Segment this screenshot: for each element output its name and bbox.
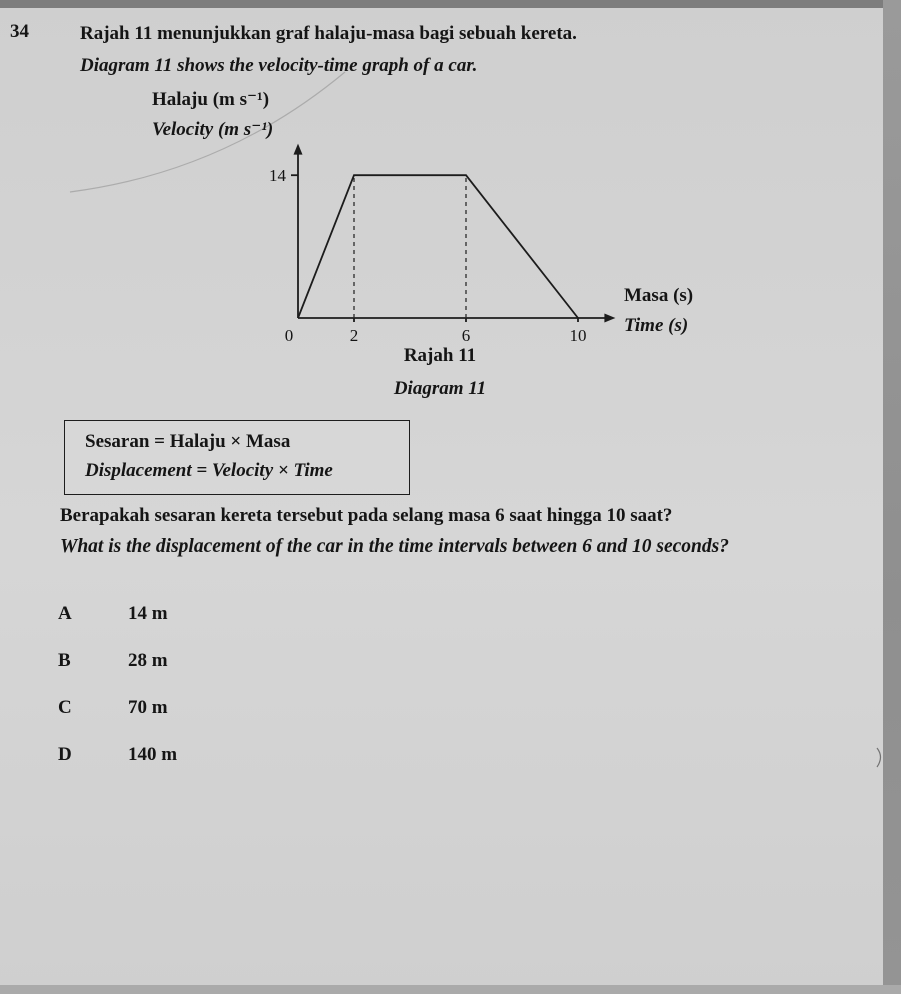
- option-b-value: 28 m: [128, 650, 168, 671]
- statement-malay: Rajah 11 menunjukkan graf halaju-masa bagi sebuah kereta.: [80, 23, 577, 44]
- svg-text:0: 0: [284, 326, 294, 345]
- svg-text:14: 14: [269, 166, 286, 186]
- scan-edge-top: [0, 0, 901, 8]
- option-c-value: 70 m: [128, 697, 168, 718]
- scan-edge-right: [883, 0, 901, 994]
- option-a-letter: A: [58, 603, 72, 624]
- question-english: What is the displacement of the car in the time intervals between 6 and 10 seconds?: [60, 536, 729, 557]
- svg-text:2: 2: [349, 326, 359, 345]
- statement-english: Diagram 11 shows the velocity-time graph of a car.: [80, 55, 478, 76]
- y-axis-label-english: Velocity (m s⁻¹): [152, 119, 274, 140]
- graph-captions: [330, 344, 550, 401]
- x-axis-label-english: Time (s): [624, 315, 689, 336]
- option-d-value: 140 m: [128, 744, 178, 765]
- scan-edge-bottom: [0, 985, 901, 994]
- formula-box: [64, 420, 410, 495]
- option-d-letter: D: [58, 744, 72, 765]
- option-a-value: 14 m: [128, 603, 168, 624]
- question-malay: Berapakah sesaran kereta tersebut pada selang masa 6 saat hingga 10 saat?: [60, 505, 673, 526]
- svg-text:10: 10: [569, 326, 587, 345]
- option-b-letter: B: [58, 650, 71, 671]
- y-axis-label-malay: Halaju (m s⁻¹): [152, 89, 270, 110]
- formula-malay: Sesaran = Halaju × Masa: [85, 431, 291, 452]
- velocity-time-graph: [268, 128, 628, 346]
- graph-caption-english: Diagram 11: [393, 377, 487, 399]
- graph-caption-malay: Rajah 11: [403, 345, 477, 366]
- question-number: 34: [10, 21, 29, 42]
- x-axis-label-malay: Masa (s): [624, 285, 694, 306]
- formula-english: Displacement = Velocity × Time: [85, 459, 333, 481]
- pen-mark: [877, 748, 881, 767]
- svg-text:6: 6: [461, 326, 471, 345]
- option-c-letter: C: [58, 697, 72, 718]
